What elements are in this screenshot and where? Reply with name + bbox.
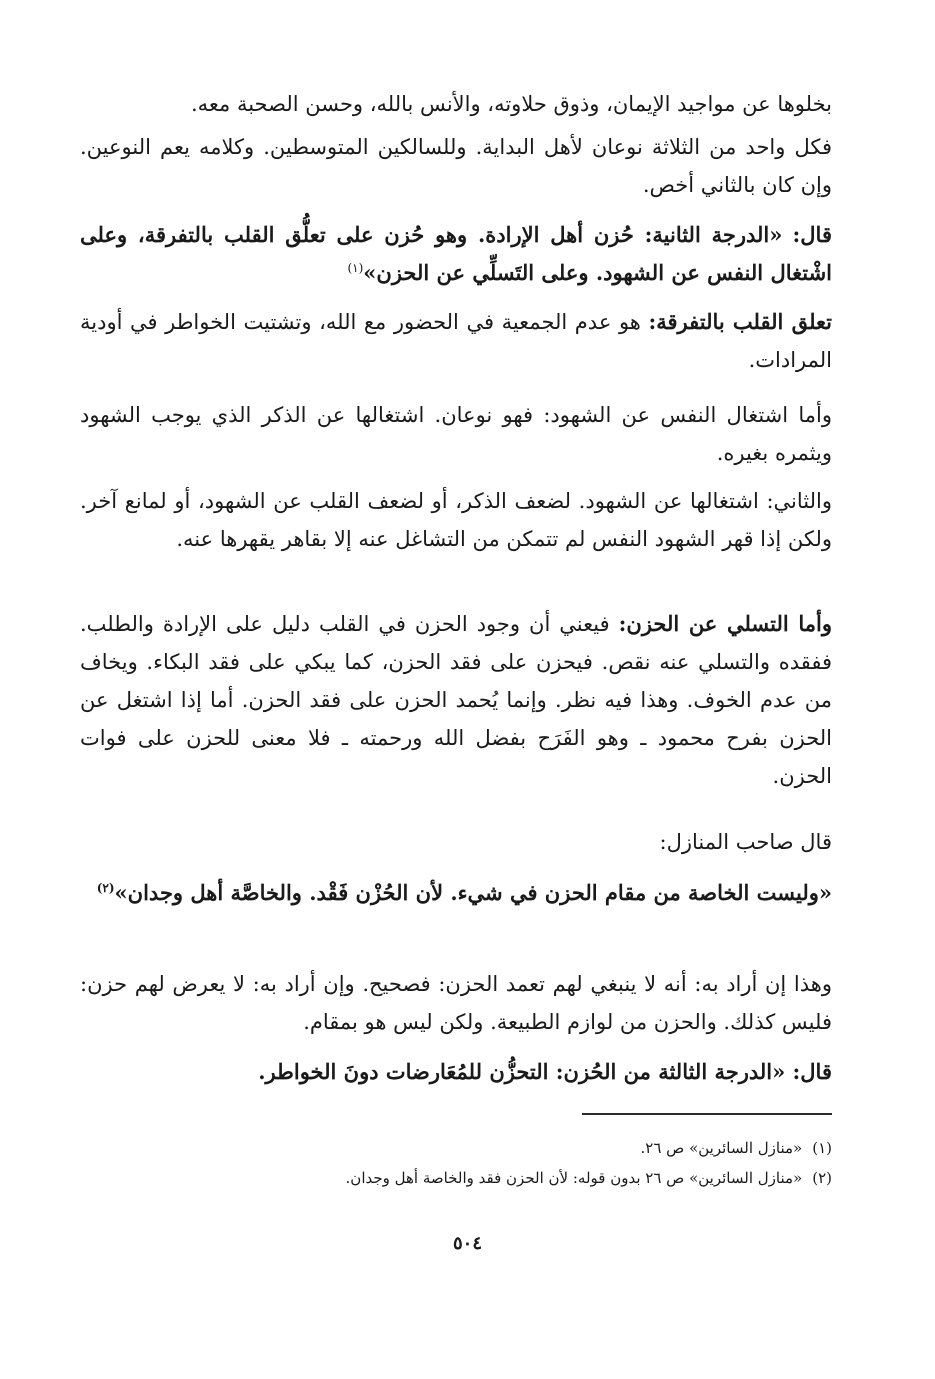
paragraph-4: تعلق القلب بالتفرقة: هو عدم الجمعية في الحضور مع الله، وتشتيت الخواطر في أودية المرادات. [80, 309, 833, 372]
quote-text: «الدرجة الثانية: حُزن أهل الإرادة. وهو حُزن على تعلُّق القلب بالتفرقة، وعلى اشْتغال النفس عن الشهود. وعلى التَسلِّي عن الحزن» [80, 222, 832, 285]
paragraph-8: قال صاحب المنازل: [659, 830, 832, 854]
footnote-2: (٢)«منازل السائرين» ص ٢٦ بدون قوله: لأن الحزن فقد والخاصة أهل وجدان. [200, 1163, 832, 1193]
footnote-number: (٢) [812, 1169, 832, 1187]
paragraph-3-quote [80, 216, 832, 292]
footnote-marker-1: (١) [347, 261, 364, 275]
paragraph-9-quote [80, 874, 832, 912]
paragraph-lead: وأما التسلي عن الحزن: [618, 611, 832, 636]
paragraph-5: وأما اشتغال النفس عن الشهود: فهو نوعان. اشتغالها عن الذكر الذي يوجب الشهود ويثمره بغيره. [80, 403, 832, 465]
paragraph-6: والثاني: اشتغالها عن الشهود. لضعف الذكر، أو لضعف القلب عن الشهود، أو لمانع آخر. ولكن إذا قهر الشهود النفس لم تتمكن من التشاغل عنه إلا بقاهر يقهرها عنه. [80, 489, 832, 551]
footnote-number: (١) [812, 1139, 832, 1157]
quote-prefix: قال: [792, 1059, 832, 1084]
quote-prefix: قال: [792, 222, 832, 247]
paragraph-7: وأما التسلي عن الحزن: فيعني أن وجود الحزن في القلب دليل على الإرادة والطلب. ففقده والتسلي عنه نقص. فيحزن على فقد الحزن، كما يبكي على فقد البكاء. ويخاف من عدم الخوف. وهذا فيه نظر. وإنما يُحمد الحزن على فقد الحزن. أما إذا اشتغل عن الحزن بفرح محمود ـ وهو الفَرَح بفضل الله ورحمته ـ فلا معنى للحزن على فوات الحزن. [80, 611, 833, 788]
footnote-marker-2: (٢) [96, 881, 115, 895]
page-number: ٥٠٤ [452, 1233, 482, 1254]
paragraph-lead: تعلق القلب بالتفرقة: [648, 309, 833, 334]
paragraph-1: بخلوها عن مواجيد الإيمان، وذوق حلاوته، والأنس بالله، وحسن الصحبة معه. [190, 92, 832, 116]
footnote-1: (١)«منازل السائرين» ص ٢٦. [200, 1133, 832, 1163]
paragraph-2: فكل واحد من الثلاثة نوعان لأهل البداية. وللسالكين المتوسطين. وكلامه يعم النوعين. وإن كان بالثاني أخص. [80, 135, 832, 197]
quote-text: «الدرجة الثالثة من الحُزن: التحزُّن للمُعَارضات دونَ الخواطر. [258, 1059, 786, 1084]
footnotes [200, 1133, 832, 1193]
footnote-divider [582, 1113, 832, 1115]
paragraph-10: وهذا إن أراد به: أنه لا ينبغي لهم تعمد الحزن: فصحيح. وإن أراد به: لا يعرض لهم حزن: فليس كذلك. والحزن من لوازم الطبيعة. ولكن ليس هو بمقام. [80, 972, 832, 1034]
paragraph-11-quote [80, 1053, 832, 1091]
quote-text: «وليست الخاصة من مقام الحزن في شيء. لأن الحُزْن فَقْد. والخاصَّة أهل وجدان» [114, 880, 832, 905]
